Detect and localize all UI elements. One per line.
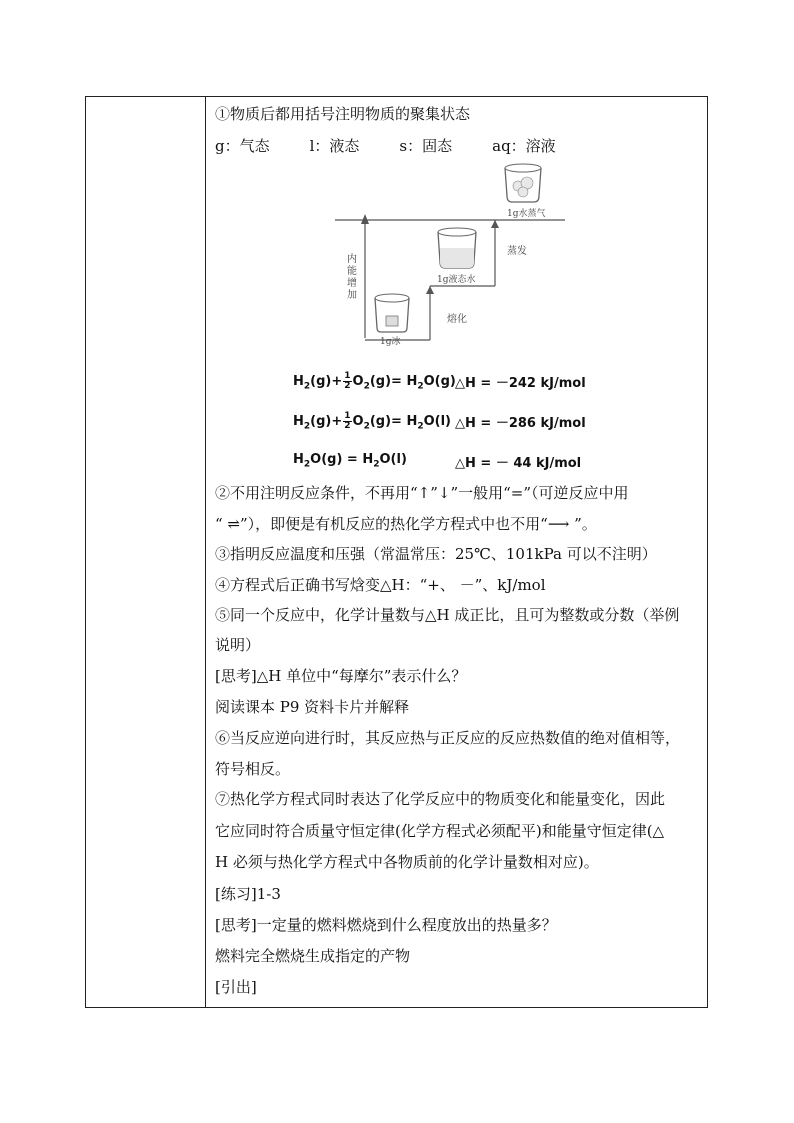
- equation-3: [293, 452, 582, 471]
- item-7-line-1: ⑦热化学方程式同时表达了化学反应中的物质变化和能量变化，因此: [215, 790, 666, 808]
- state-gas: g：气态: [215, 137, 270, 155]
- eq1-h-sub: 2: [303, 381, 311, 392]
- eq1-frac-num: 1: [344, 371, 351, 381]
- eq1-o: O: [352, 374, 364, 389]
- eq2-frac-num: 1: [344, 411, 351, 421]
- eq1-prod-sub: 2: [417, 381, 424, 392]
- energy-axis-label-1: 内: [347, 254, 357, 265]
- eq2-h: H: [293, 414, 304, 429]
- eq2-h-sub: 2: [303, 421, 311, 432]
- energy-axis-label-2: 能: [347, 266, 357, 277]
- item-1: ①物质后都用括号注明物质的聚集状态: [215, 105, 471, 123]
- eq1-h-state: (g)+: [310, 374, 343, 389]
- vapor-beaker: [505, 164, 541, 202]
- eq1-product: O(g): [423, 374, 456, 389]
- energy-axis-label-3: 增: [347, 278, 357, 289]
- energy-axis-arrow: [361, 214, 369, 224]
- melt-label: 熔化: [447, 314, 467, 325]
- item-6-line-2: 符号相反。: [215, 760, 291, 778]
- evaporate-arrow: [491, 220, 499, 228]
- item-3: ③指明反应温度和压强（常温常压：25℃、101kPa 可以不注明）: [215, 545, 657, 563]
- liquid-label: 1g液态水: [437, 275, 476, 285]
- eq2-fraction: [343, 412, 351, 431]
- melt-arrow: [426, 286, 434, 294]
- item-5-line-1: ⑤同一个反应中，化学计量数与△H 成正比，且可为整数或分数（举例: [215, 606, 680, 624]
- think-2: [思考]一定量的燃料燃烧到什么程度放出的热量多？: [215, 916, 557, 934]
- practice: [练习]1-3: [215, 885, 281, 903]
- eq1-o-sub: 2: [363, 381, 370, 392]
- lead-in: [引出]: [215, 978, 257, 996]
- eq3-h: H: [293, 452, 304, 467]
- item-2-line-2: “ ⇌”），即便是有机反应的热化学方程式中也不用“⟶ ”。: [215, 515, 597, 533]
- item-5-line-2: 说明）: [215, 636, 261, 654]
- answer: 燃料完全燃烧生成指定的产物: [215, 947, 411, 965]
- liquid-beaker: [438, 228, 476, 268]
- energy-level-figure: [335, 158, 565, 348]
- item-7-line-2: 它应同时符合质量守恒定律(化学方程式必须配平)和能量守恒定律(△: [215, 822, 665, 840]
- eq2-o: O: [352, 414, 364, 429]
- eq2-h-state: (g)+: [310, 414, 343, 429]
- equation-2: [293, 411, 586, 432]
- eq3-right-sub: 2: [373, 459, 380, 470]
- item-6-line-1: ⑥当反应逆向进行时，其反应热与正反应的反应热数值的绝对值相等，: [215, 729, 681, 747]
- state-list: [215, 136, 556, 156]
- energy-axis-label-4: 加: [347, 290, 357, 301]
- eq1-o-state: (g)= H: [369, 374, 418, 389]
- table-column-divider: [205, 96, 206, 1008]
- item-2-line-1: ②不用注明反应条件，不再用“↑”↓”一般用“=”（可逆反应中用: [215, 484, 629, 502]
- eq1-h: H: [293, 374, 304, 389]
- equation-1: [293, 371, 586, 392]
- eq1-frac-den: 2: [344, 381, 351, 391]
- state-solid: s：固态: [399, 137, 453, 155]
- eq2-enthalpy: △H = －286 kJ/mol: [455, 416, 586, 431]
- think-1: [思考]△H 单位中“每摩尔”表示什么？: [215, 667, 467, 685]
- eq2-product: O(l): [423, 414, 451, 429]
- eq3-enthalpy: △H = － 44 kJ/mol: [455, 456, 582, 471]
- eq3-h-sub: 2: [303, 459, 311, 470]
- item-4: ④方程式后正确书写焓变△H：“+、 －”、kJ/mol: [215, 576, 546, 594]
- state-liquid: l：液态: [309, 137, 360, 155]
- eq3-left: O(g) = H: [310, 452, 374, 467]
- eq2-o-sub: 2: [363, 421, 370, 432]
- evaporate-label: 蒸发: [507, 246, 527, 257]
- read-instruction: 阅读课本 P9 资料卡片并解释: [215, 698, 410, 716]
- eq1-enthalpy: △H = －242 kJ/mol: [455, 376, 586, 391]
- eq1-fraction: [343, 372, 351, 391]
- ice-label: 1g冰: [380, 337, 401, 347]
- eq2-frac-den: 2: [344, 421, 351, 431]
- energy-diagram: [335, 158, 565, 348]
- eq3-right: O(l): [379, 452, 407, 467]
- ice-beaker: [375, 294, 409, 332]
- vapor-label: 1g水蒸气: [507, 209, 546, 219]
- eq2-o-state: (g)= H: [369, 414, 418, 429]
- eq2-prod-sub: 2: [417, 421, 424, 432]
- item-7-line-3: H 必须与热化学方程式中各物质前的化学计量数相对应)。: [215, 853, 599, 871]
- state-aqueous: aq：溶液: [492, 137, 556, 155]
